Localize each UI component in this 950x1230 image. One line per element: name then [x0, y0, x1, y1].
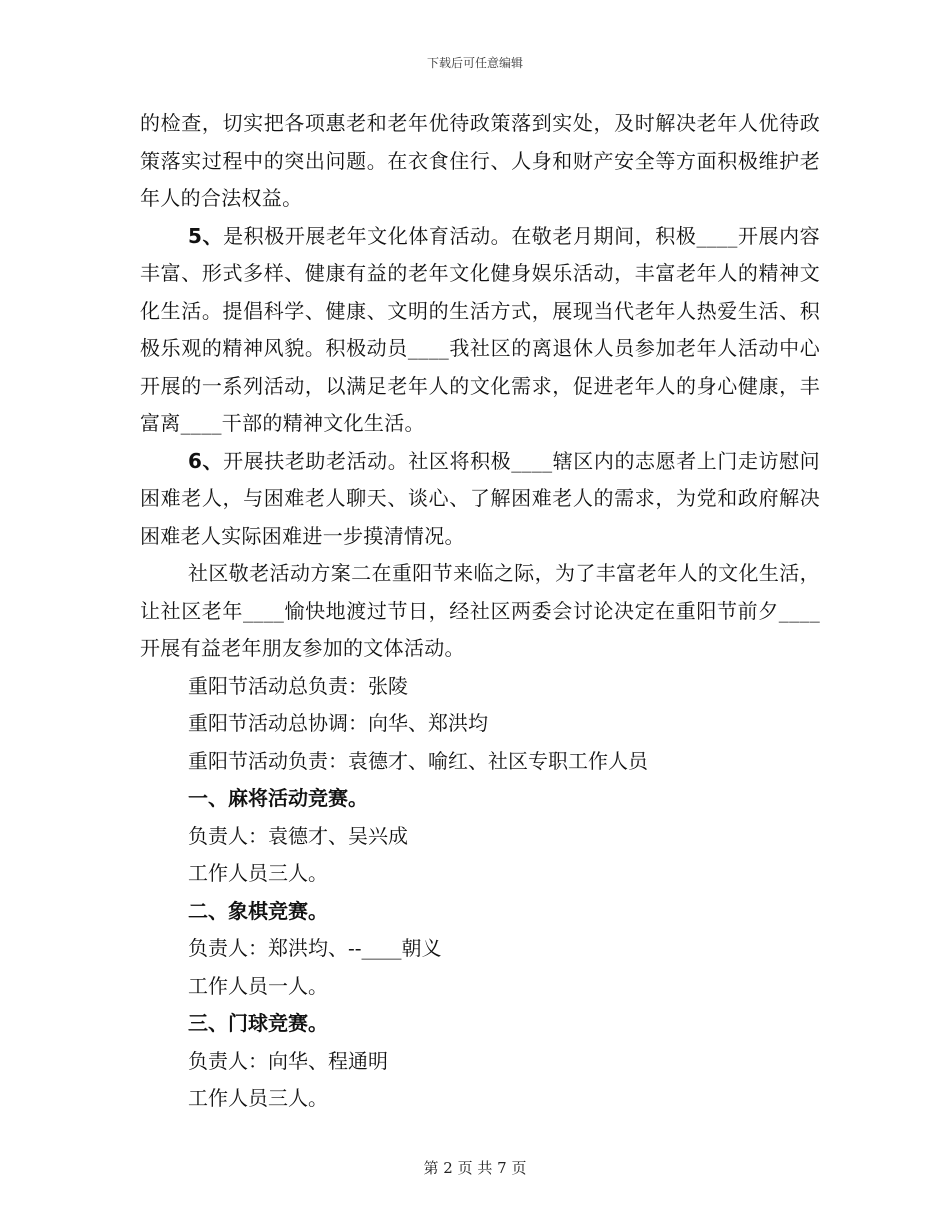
paragraph-1: 的检查，切实把各项惠老和老年优待政策落到实处，及时解决老年人优待政策落实过程中的突出问题。在衣食住行、人身和财产安全等方面积极维护老年人的合法权益。 — [140, 111, 820, 210]
paragraph-3 — [140, 443, 820, 556]
document-body — [140, 105, 820, 1118]
general-lead-line: 重阳节活动总负责：张陵 — [188, 673, 408, 698]
section-heading-mahjong: 一、麻将活动竞赛。 — [188, 786, 368, 810]
paragraph-3-number: 6、 — [188, 448, 224, 473]
paragraph-2-number: 5、 — [188, 223, 224, 248]
page-footer: 第 2 页 共 7 页 — [423, 1159, 527, 1177]
section-heading-gateball: 三、门球竞赛。 — [188, 1011, 328, 1035]
paragraph-2 — [140, 218, 820, 443]
section-staff-mahjong: 工作人员三人。 — [188, 861, 328, 885]
activity-lead-line: 重阳节活动负责：袁德才、喻红、社区专职工作人员 — [188, 748, 648, 773]
section-lead-chess: 负责人：郑洪均、--____朝义 — [188, 936, 442, 960]
section-staff-gateball: 工作人员三人。 — [188, 1086, 328, 1110]
general-coordinator-line: 重阳节活动总协调：向华、郑洪均 — [188, 711, 488, 735]
section-lead-mahjong: 负责人：袁德才、吴兴成 — [188, 823, 408, 848]
section-staff-chess: 工作人员一人。 — [188, 973, 328, 998]
page-header: 下载后可任意编辑 — [426, 56, 523, 70]
paragraph-2-text: 是积极开展老年文化体育活动。在敬老月期间，积极____开展内容丰富、形式多样、健康有益的老年文化健身娱乐活动，丰富老年人的精神文化生活。提倡科学、健康、文明的生活方式，展现当代老年人热爱生活、积极乐观的精神风貌。积极动员____我社区的离退休人员参加老年人活动中心开展的一系列活动，以满足老年人的文化需求，促进老年人的身心健康，丰富离____干部的精神文化生活。 — [140, 223, 820, 435]
section-heading-chess: 二、象棋竞赛。 — [188, 898, 328, 923]
paragraph-4: 社区敬老活动方案二在重阳节来临之际，为了丰富老年人的文化生活，让社区老年____愉快地渡过节日，经社区两委会讨论决定在重阳节前夕____开展有益老年朋友参加的文体活动。 — [140, 561, 820, 660]
section-lead-gateball: 负责人：向华、程通明 — [188, 1048, 388, 1073]
paragraph-3-text: 开展扶老助老活动。社区将积极____辖区内的志愿者上门走访慰问困难老人，与困难老人聊天、谈心、了解困难老人的需求，为党和政府解决困难老人实际困难进一步摸清情况。 — [140, 448, 820, 548]
